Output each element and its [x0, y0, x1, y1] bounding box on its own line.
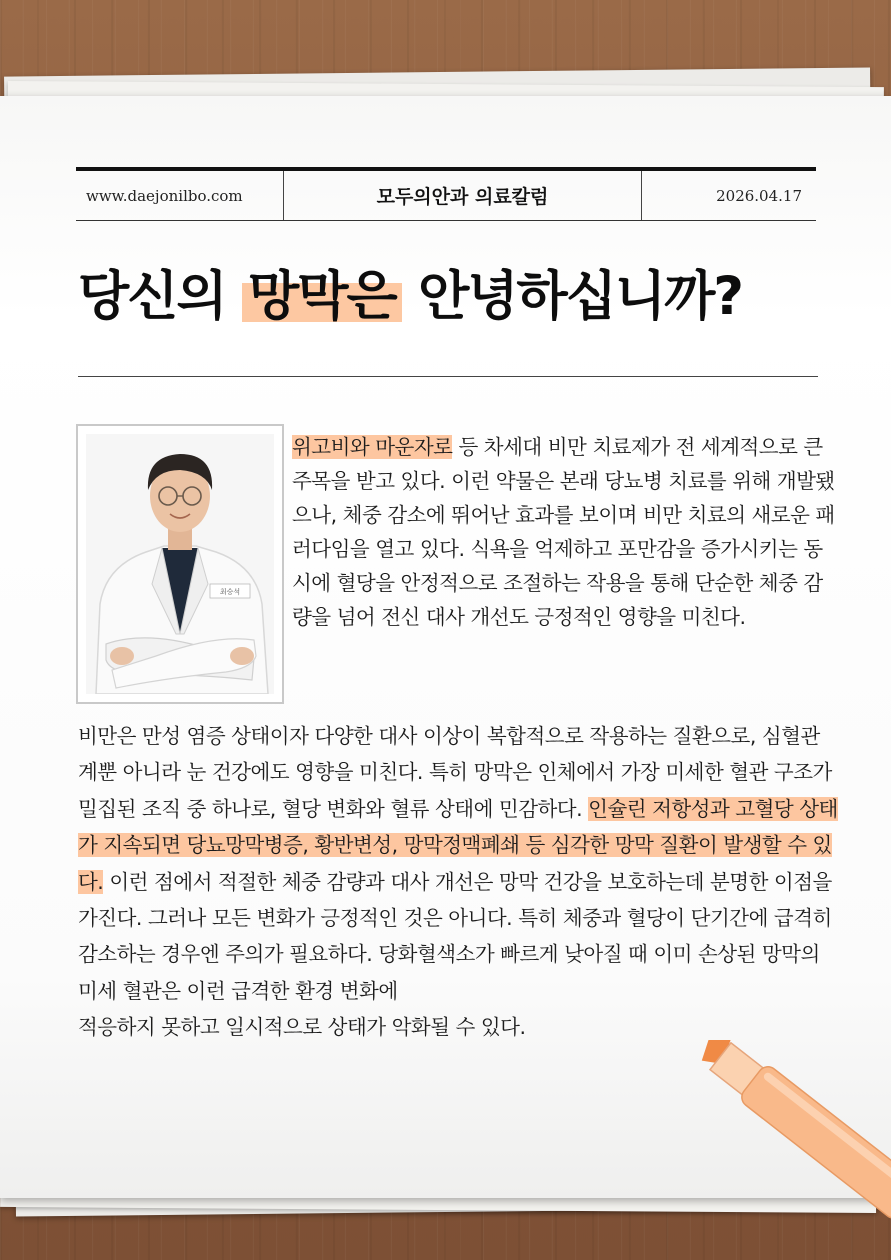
site-url[interactable]: www.daejonilbo.com	[76, 171, 284, 220]
main-text-after: 이런 점에서 적절한 체중 감량과 대사 개선은 망막 건강을 보호하는데 분명한 이점을 가진다. 그러나 모든 변화가 긍정적인 것은 아니다. 특히 체중과 혈당이 단기간에 급격히 감소하는 경우엔 주의가 필요하다. 당화혈색소가 빠르게 낮아질 때 이미 손상된 망막의 미세 혈관은 이런 급격한 환경 변화에	[78, 869, 832, 1003]
highlighter-pen-icon	[690, 1040, 891, 1260]
main-text-before: 비만은 만성 염증 상태이자 다양한 대사 이상이 복합적으로 작용하는 질환으로, 심혈관계뿐 아니라 눈 건강에도 영향을 미친다. 특히 망막은 인체에서 가장 미세한 혈관 구조가 밀집된 조직 중 하나로, 혈당 변화와 혈류 상태에 민감하다.	[78, 724, 832, 821]
headline-part2: 안녕하십니까?	[401, 266, 743, 327]
doctor-photo	[86, 434, 274, 694]
intro-paragraph	[292, 430, 840, 634]
newspaper-header	[76, 167, 816, 221]
main-paragraph	[78, 718, 838, 1046]
intro-highlight: 위고비와 마운자로	[292, 435, 453, 459]
divider-rule	[78, 376, 818, 377]
column-title: 모두의안과 의료칼럼	[284, 171, 642, 220]
doctor-portrait-illustration	[86, 434, 274, 694]
publish-date: 2026.04.17	[716, 186, 802, 205]
main-last-line: 적응하지 못하고 일시적으로 상태가 악화될 수 있다.	[78, 1015, 526, 1040]
main-highlight: 인슐린 저항성과 고혈당 상태가 지속되면 당뇨망막병증, 황반변성, 망막정맥폐쇄 등 심각한 망막 질환이 발생할 수 있다.	[78, 796, 838, 894]
doctor-photo-frame	[76, 424, 284, 704]
intro-text: 등 차세대 비만 치료제가 전 세계적으로 큰 주목을 받고 있다. 이런 약물은 본래 당뇨병 치료를 위해 개발됐으나, 체중 감소에 뛰어난 효과를 보이며 비만 치료의 새로운 패러다임을 열고 있다. 식욕을 억제하고 포만감을 증가시키는 동시에 혈당을 안정적으로 조절하는 작용을 통해 단순한 체중 감량을 넘어 전신 대사 개선도 긍정적인 영향을 미친다.	[292, 435, 835, 629]
headline-highlight: 망막은	[242, 266, 402, 327]
headline-part1: 당신의	[78, 266, 243, 327]
name-badge-text: 최승석	[219, 588, 241, 596]
headline	[78, 254, 838, 330]
